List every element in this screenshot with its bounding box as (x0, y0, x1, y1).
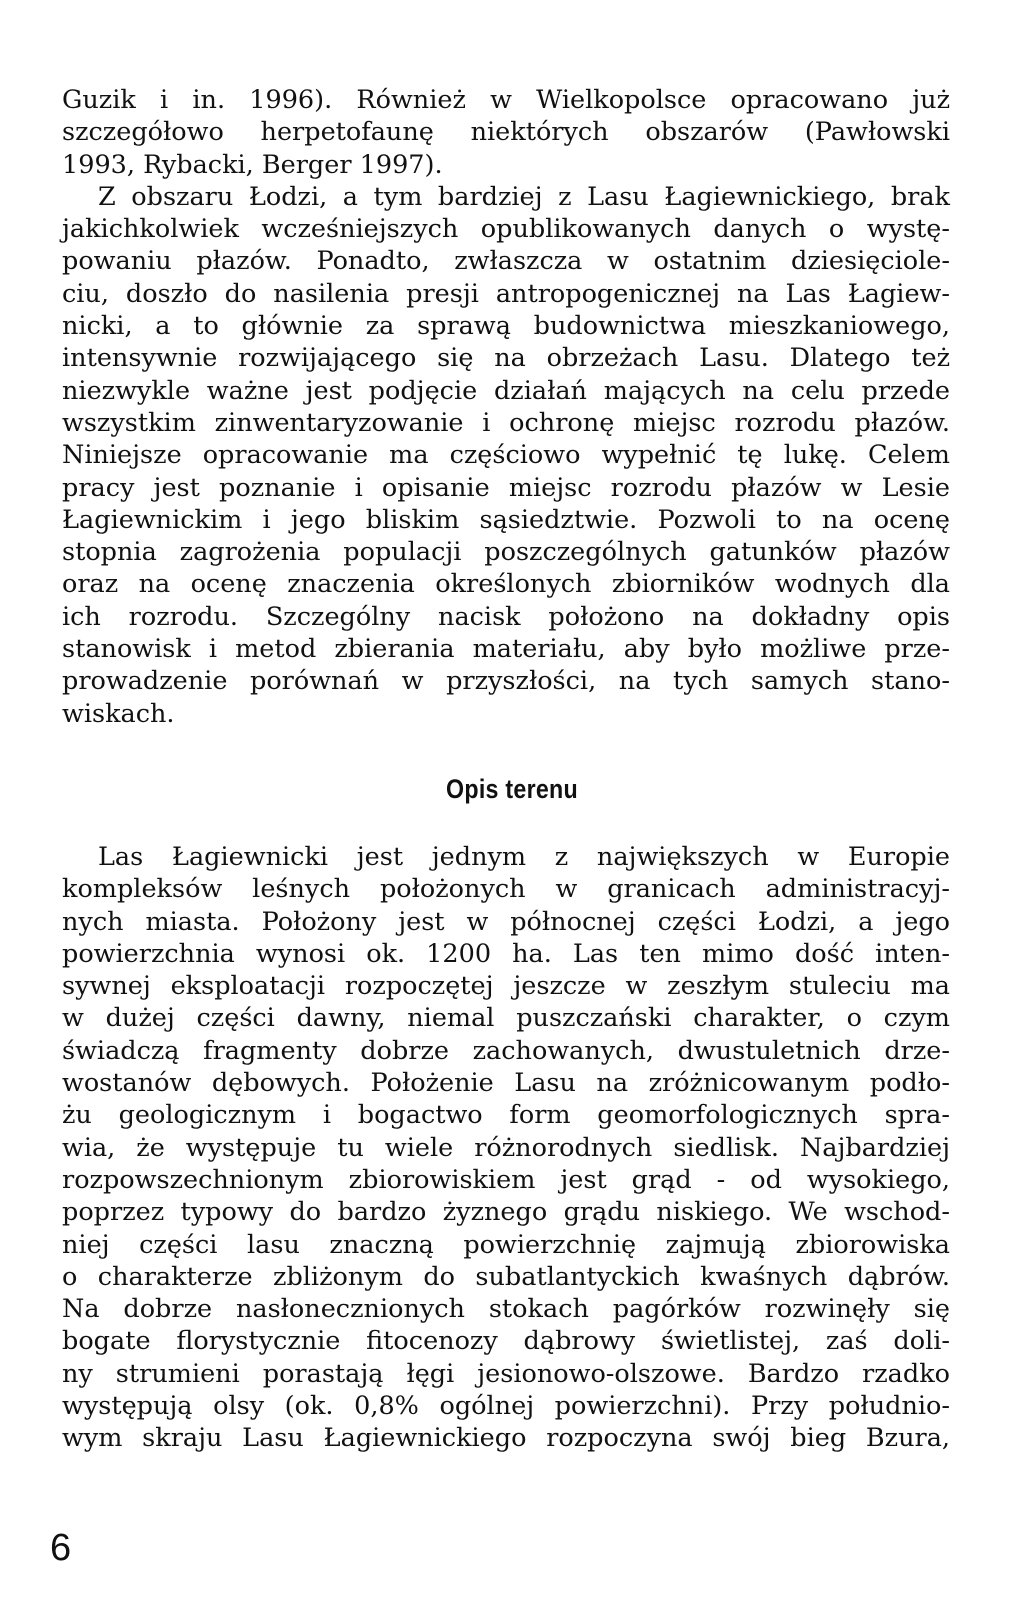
text-line: w dużej części dawny, niemal puszczański charakter, o czym (62, 1003, 950, 1034)
text-line: kompleksów leśnych położonych w granicach administracyj- (62, 874, 950, 905)
text-line: świadczą fragmenty dobrze zachowanych, dwustuletnich drze- (62, 1035, 950, 1066)
text-line: Guzik i in. 1996). Również w Wielkopolsce opracowano już (62, 85, 950, 115)
text-line: stopnia zagrożenia populacji poszczególnych gatunków płazów (62, 537, 950, 568)
text-line: wostanów dębowych. Położenie Lasu na zróżnicowanym podło- (62, 1068, 950, 1099)
text-line: niezwykle ważne jest podjęcie działań mających na celu przede (62, 375, 950, 406)
text-line: intensywnie rozwijającego się na obrzeżach Lasu. Dlatego też (62, 343, 950, 374)
text-line: wiskach. (62, 698, 175, 729)
text-line: 1993, Rybacki, Berger 1997). (62, 149, 443, 180)
text-line: bogate florystycznie fitocenozy dąbrowy świetlistej, zaś doli- (62, 1326, 950, 1357)
text-line: sywnej eksploatacji rozpoczętej jeszcze w zeszłym stuleciu ma (62, 971, 950, 1002)
text-line: ich rozrodu. Szczególny nacisk położono na dokładny opis (62, 601, 950, 632)
text-line: szczegółowo herpetofaunę niektórych obszarów (Pawłowski (62, 117, 950, 148)
text-line: oraz na ocenę znaczenia określonych zbiorników wodnych dla (62, 569, 950, 600)
page-number: 6 (50, 1527, 72, 1569)
text-line: powaniu płazów. Ponadto, zwłaszcza w ostatnim dziesięciole- (62, 246, 950, 277)
section-heading: Opis terenu (446, 774, 578, 804)
section-paragraph (62, 841, 950, 1455)
text-line: nicki, a to głównie za sprawą budownictwa mieszkaniowego, (62, 311, 950, 342)
text-line: nych miasta. Położony jest w północnej części Łodzi, a jego (62, 906, 950, 937)
text-line: wym skraju Lasu Łagiewnickiego rozpoczyna swój bieg Bzura, (62, 1423, 950, 1454)
text-line: Łagiewnickim i jego bliskim sąsiedztwie. Pozwoli to na ocenę (62, 504, 950, 535)
text-line: Las Łagiewnicki jest jednym z największych w Europie (98, 842, 950, 872)
text-line: Na dobrze nasłonecznionych stokach pagórków rozwinęły się (62, 1294, 950, 1325)
text-line: występują olsy (ok. 0,8% ogólnej powierzchni). Przy południo- (62, 1391, 950, 1422)
intro-paragraphs (62, 84, 950, 730)
text-line: niej części lasu znaczną powierzchnię zajmują zbiorowiska (62, 1229, 950, 1260)
text-line: wszystkim zinwentaryzowanie i ochronę miejsc rozrodu płazów. (62, 407, 950, 438)
text-line: wia, że występuje tu wiele różnorodnych siedlisk. Najbardziej (62, 1132, 950, 1163)
text-line: powierzchnia wynosi ok. 1200 ha. Las ten mimo dość inten- (62, 938, 950, 969)
text-line: ciu, doszło do nasilenia presji antropogenicznej na Las Łagiew- (62, 278, 950, 309)
text-line: jakichkolwiek wcześniejszych opublikowanych danych o wystę- (62, 214, 950, 245)
text-line: Niniejsze opracowanie ma częściowo wypełnić tę lukę. Celem (62, 440, 950, 471)
text-line: stanowisk i metod zbierania materiału, aby było możliwe prze- (62, 634, 950, 665)
text-line: Z obszaru Łodzi, a tym bardziej z Lasu Łagiewnickiego, brak (98, 181, 950, 212)
text-line: poprzez typowy do bardzo żyznego grądu niskiego. We wschod- (62, 1197, 950, 1228)
text-line: prowadzenie porównań w przyszłości, na tych samych stano- (62, 666, 950, 697)
text-line: rozpowszechnionym zbiorowiskiem jest grąd - od wysokiego, (62, 1164, 950, 1195)
text-line: pracy jest poznanie i opisanie miejsc rozrodu płazów w Lesie (62, 472, 950, 503)
text-line: żu geologicznym i bogactwo form geomorfologicznych spra- (62, 1100, 950, 1131)
text-line: ny strumieni porastają łęgi jesionowo-olszowe. Bardzo rzadko (62, 1358, 950, 1389)
text-line: o charakterze zbliżonym do subatlantyckich kwaśnych dąbrów. (62, 1261, 950, 1292)
